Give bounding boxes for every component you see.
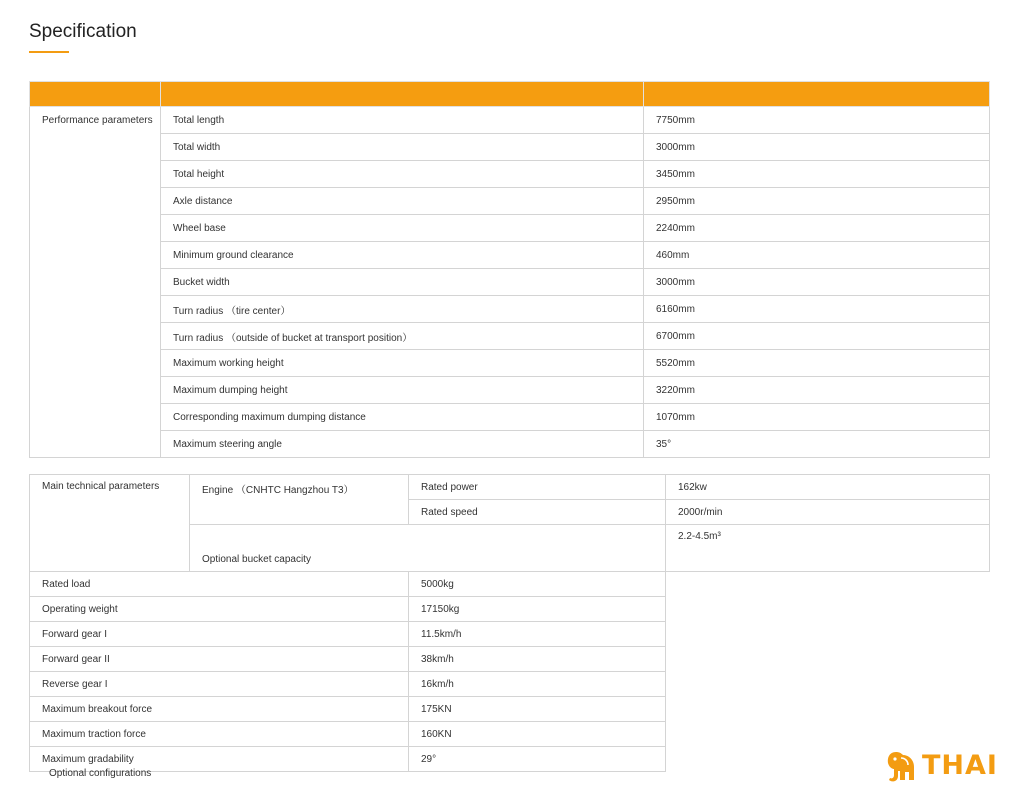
row-value: 2.2-4.5m³ bbox=[666, 525, 990, 572]
row-label: Maximum steering angle bbox=[161, 431, 644, 458]
row-value: 11.5km/h bbox=[409, 622, 666, 647]
header-cell bbox=[30, 82, 161, 107]
row-value: 7750mm bbox=[644, 107, 990, 134]
page-title: Specification bbox=[29, 21, 137, 42]
row-value: 160KN bbox=[409, 722, 666, 747]
row-value: 29° bbox=[409, 747, 666, 772]
title-underline bbox=[29, 51, 69, 53]
row-value: 3000mm bbox=[644, 134, 990, 161]
row-value: 5520mm bbox=[644, 350, 990, 377]
row-value: 175KN bbox=[409, 697, 666, 722]
header-cell bbox=[644, 82, 990, 107]
engine-label: Engine （CNHTC Hangzhou T3） bbox=[190, 475, 409, 525]
table-row bbox=[30, 404, 990, 431]
table-row bbox=[30, 722, 990, 747]
row-value: 17150kg bbox=[409, 597, 666, 622]
table-row bbox=[30, 350, 990, 377]
row-label: Corresponding maximum dumping distance bbox=[161, 404, 644, 431]
table-row bbox=[30, 134, 990, 161]
table-row bbox=[30, 597, 990, 622]
optional-configurations-label: Optional configurations bbox=[49, 768, 152, 779]
row-label: Rated load bbox=[30, 572, 409, 597]
main-technical-table bbox=[29, 474, 990, 772]
performance-group-label: Performance parameters bbox=[30, 107, 161, 458]
row-label: Total width bbox=[161, 134, 644, 161]
table-row bbox=[30, 323, 990, 350]
table-row bbox=[30, 747, 990, 772]
row-label: Axle distance bbox=[161, 188, 644, 215]
header-cell bbox=[161, 82, 644, 107]
row-value: 2240mm bbox=[644, 215, 990, 242]
row-label: Rated power bbox=[409, 475, 666, 500]
row-value: 460mm bbox=[644, 242, 990, 269]
row-label: Optional bucket capacity bbox=[190, 525, 666, 572]
row-label: Turn radius （tire center） bbox=[161, 296, 644, 323]
row-label: Turn radius （outside of bucket at transport position） bbox=[161, 323, 644, 350]
row-value: 2950mm bbox=[644, 188, 990, 215]
table-row bbox=[30, 572, 990, 597]
row-value: 6160mm bbox=[644, 296, 990, 323]
table-row bbox=[30, 215, 990, 242]
row-label: Total length bbox=[161, 107, 644, 134]
row-label: Wheel base bbox=[161, 215, 644, 242]
row-label: Operating weight bbox=[30, 597, 409, 622]
row-label: Bucket width bbox=[161, 269, 644, 296]
row-value: 2000r/min bbox=[666, 500, 990, 525]
row-label: Rated speed bbox=[409, 500, 666, 525]
row-label: Forward gear II bbox=[30, 647, 409, 672]
table-row bbox=[30, 296, 990, 323]
row-label: Maximum working height bbox=[161, 350, 644, 377]
main-group-label: Main technical parameters bbox=[30, 475, 190, 572]
row-label: Forward gear I bbox=[30, 622, 409, 647]
row-label: Reverse gear I bbox=[30, 672, 409, 697]
row-value: 162kw bbox=[666, 475, 990, 500]
row-label: Minimum ground clearance bbox=[161, 242, 644, 269]
row-label: Maximum dumping height bbox=[161, 377, 644, 404]
table-row bbox=[30, 269, 990, 296]
row-label: Maximum traction force bbox=[30, 722, 409, 747]
row-value: 5000kg bbox=[409, 572, 666, 597]
table-row bbox=[30, 697, 990, 722]
row-label: Maximum gradability bbox=[30, 747, 409, 772]
row-label: Total height bbox=[161, 161, 644, 188]
row-value: 35° bbox=[644, 431, 990, 458]
row-value: 3450mm bbox=[644, 161, 990, 188]
row-value: 6700mm bbox=[644, 323, 990, 350]
row-value: 1070mm bbox=[644, 404, 990, 431]
table-row bbox=[30, 242, 990, 269]
performance-table bbox=[29, 81, 990, 458]
table-row bbox=[30, 647, 990, 672]
row-label: Maximum breakout force bbox=[30, 697, 409, 722]
table-row bbox=[30, 622, 990, 647]
table-row bbox=[30, 431, 990, 458]
table-row bbox=[30, 161, 990, 188]
elephant-icon bbox=[886, 749, 918, 783]
brand-logo[interactable] bbox=[886, 748, 998, 784]
table-row bbox=[30, 107, 990, 134]
row-value: 3220mm bbox=[644, 377, 990, 404]
row-value: 3000mm bbox=[644, 269, 990, 296]
logo-text: THAI bbox=[922, 750, 998, 781]
row-value: 16km/h bbox=[409, 672, 666, 697]
table-row bbox=[30, 475, 990, 500]
table-row bbox=[30, 188, 990, 215]
table-header-row bbox=[30, 82, 990, 107]
table-row bbox=[30, 377, 990, 404]
table-row bbox=[30, 672, 990, 697]
row-value: 38km/h bbox=[409, 647, 666, 672]
